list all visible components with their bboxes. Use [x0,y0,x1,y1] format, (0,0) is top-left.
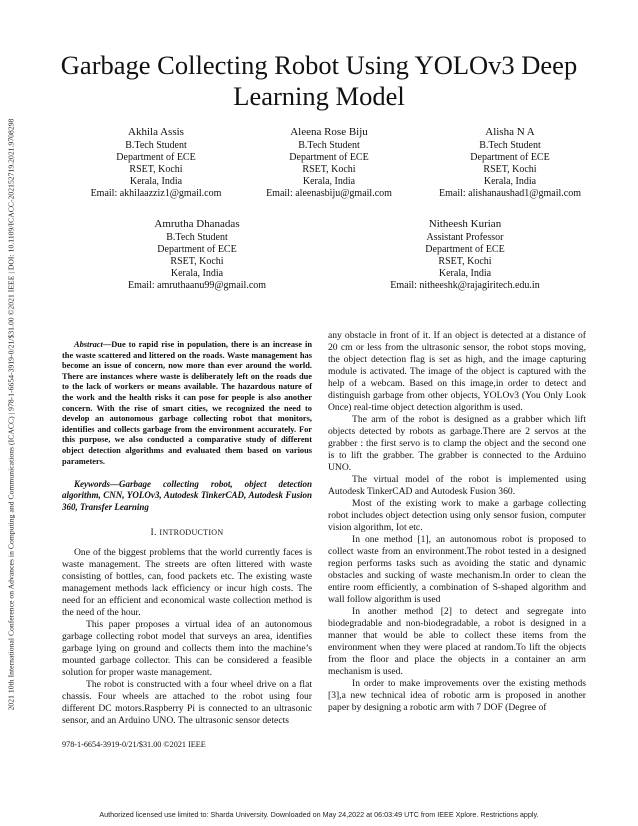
author-department: Department of ECE [289,151,369,163]
body-paragraph: This paper proposes a virtual idea of an autonomous garbage collecting robot model that surveys an area, identifies garbage lying on ground and collects them into the machine’s mounted garbage collector. This can be considered a feasible solution for proper waste management. [62,618,312,678]
keywords [62,479,312,513]
abstract-text: —Due to rapid rise in population, there is an increase in the waste scattered and littered on the roads. Waste management has become an issue of concern, now more than ever around the world. There are instances where waste is deliberately left on the roads due to the lack of workers or means available. The hazardous nature of the work and the health risks it can pose for people is also another concern. With the rise of smart cities, we recognized the need to develop an autonomous garbage collecting robot that monitors, identifies and collects garbage from the environment accurately. For this purpose, we also conducted a comparative study of different object detection algorithms and evaluated them based on various parameters. [62,340,312,466]
author-location: Kerala, India [170,268,224,280]
body-paragraph: In one method [1], an autonomous robot is proposed to collect waste from an environment.The robot tested in a designed region performs tasks such as avoiding the static and dynamic obstacles and sucking of waste mechanism.In order to clean the entire room efficiently, a combination of S-shaped algorithm and wall follow algorithm is used [328,534,586,605]
author-location: Kerala, India [438,268,492,280]
author-institution: RSET, Kochi [302,163,356,175]
author-position: B.Tech Student [479,139,541,151]
body-paragraph: The virtual model of the robot is implemented using Autodesk TinkerCAD and Autodesk Fusion 360. [328,474,586,497]
author-block [102,218,292,293]
author-block [424,126,596,201]
author-block [370,218,560,293]
body-paragraph: any obstacle in front of it. If an object is detected at a distance of 20 cm or less from the ultrasonic sensor, the robot stops moving, the object detection flag is set as high, and the image capturing module is activated. The image of the object is captured with the help of a webcam. Based on this image,in order to detect and distinguish garbage from other objects, YOLOv3 (You Only Look Once) real-time object detection algorithm is used. [328,330,586,413]
author-department: Department of ECE [116,151,196,163]
author-institution: RSET, Kochi [438,255,492,267]
author-institution: RSET, Kochi [483,163,537,175]
author-name: Alisha N A [485,126,535,138]
author-location: Kerala, India [302,176,356,188]
author-email[interactable]: Email: alishanaushad1@gmail.com [439,188,581,200]
keywords-text: —Garbage collecting robot, object detection algorithm, CNN, YOLOv3, Autodesk TinkerCAD, Autodesk Fusion 360, Transfer Learning [62,479,312,512]
section-number: I. [150,526,157,538]
author-email[interactable]: Email: nitheeshk@rajagiritech.edu.in [390,280,540,292]
section-heading-introduction [62,527,312,539]
conference-doi-text: 2021 10th International Conference on Advances in Computing and Communications (ICACC) | 978-1-6654-3919-0/21/$31.00 ©2021 IEEE | DOI: 10.1109/ICACC-202152719.2021.9708298 [6,118,16,710]
body-paragraph: In another method [2] to detect and segregate into biodegradable and non-biodegradable, a robot is designed in a manner that would be able to collect these items from the environment when they were placed at random.To lift the objects from the floor and place the objects in a container an arm mechanism is used. [328,606,586,677]
author-location: Kerala, India [129,176,183,188]
author-block [246,126,412,201]
author-block [72,126,240,201]
copyright-footer: 978-1-6654-3919-0/21/$31.00 ©2021 IEEE [62,740,206,749]
section-title: INTRODUCTION [159,527,224,537]
author-department: Department of ECE [425,243,505,255]
right-column [328,330,586,714]
license-notice: Authorized licensed use limited to: Sharda University. Downloaded on May 24,2022 at 06:03:49 UTC from IEEE Xplore. Restrictions apply. [99,810,539,819]
author-department: Department of ECE [470,151,550,163]
author-email[interactable]: Email: amruthaanu99@gmail.com [127,280,267,292]
abstract-label: Abstract [74,340,103,349]
keywords-label: Keywords [74,479,110,490]
author-name: Amrutha Dhanadas [154,218,240,230]
body-paragraph: In order to make improvements over the existing methods [3],a new technical idea of robotic arm is proposed in another paper by designing a robotic arm with 7 DOF (Degree of [328,678,586,713]
left-column [62,340,312,727]
author-email[interactable]: Email: akhilaazziz1@gmail.com [90,188,222,200]
author-position: B.Tech Student [298,139,360,151]
body-paragraph: The arm of the robot is designed as a grabber which lift objects detected by robots as garbage.There are 2 servos at the grabber : the first servo is to clamp the object and the second one is to lift the grabber. The grabber is connected to the Arduino UNO. [328,414,586,473]
body-paragraph: The robot is constructed with a four wheel drive on a flat chassis. Four wheels are attached to the robot using four different DC motors.Raspberry Pi is connected to an ultrasonic sensor, and an Arduino UNO. The ultrasonic sensor detects [62,678,312,726]
abstract [62,340,312,467]
author-position: Assistant Professor [426,231,504,243]
body-paragraph: Most of the existing work to make a garbage collecting robot includes object detection using only sensor fusion, computer vision algorithm, Iot etc. [328,498,586,533]
author-name: Nitheesh Kurian [428,218,502,230]
author-name: Akhila Assis [128,126,184,138]
author-location: Kerala, India [483,176,537,188]
author-institution: RSET, Kochi [170,255,224,267]
author-institution: RSET, Kochi [129,163,183,175]
author-email[interactable]: Email: aleenasbiju@gmail.com [266,188,392,200]
author-name: Aleena Rose Biju [290,126,368,138]
author-department: Department of ECE [157,243,237,255]
author-position: B.Tech Student [166,231,228,243]
body-paragraph: One of the biggest problems that the world currently faces is waste management. The streets are often littered with waste consisting of bottles, can, food packets etc. The existing waste management methods lack efficiency or incur high costs. The need for an efficient and economical waste collection method is the need of the hour. [62,546,312,618]
author-position: B.Tech Student [125,139,187,151]
side-banner [4,14,18,814]
paper-title: Garbage Collecting Robot Using YOLOv3 Deep Learning Model [60,50,578,111]
